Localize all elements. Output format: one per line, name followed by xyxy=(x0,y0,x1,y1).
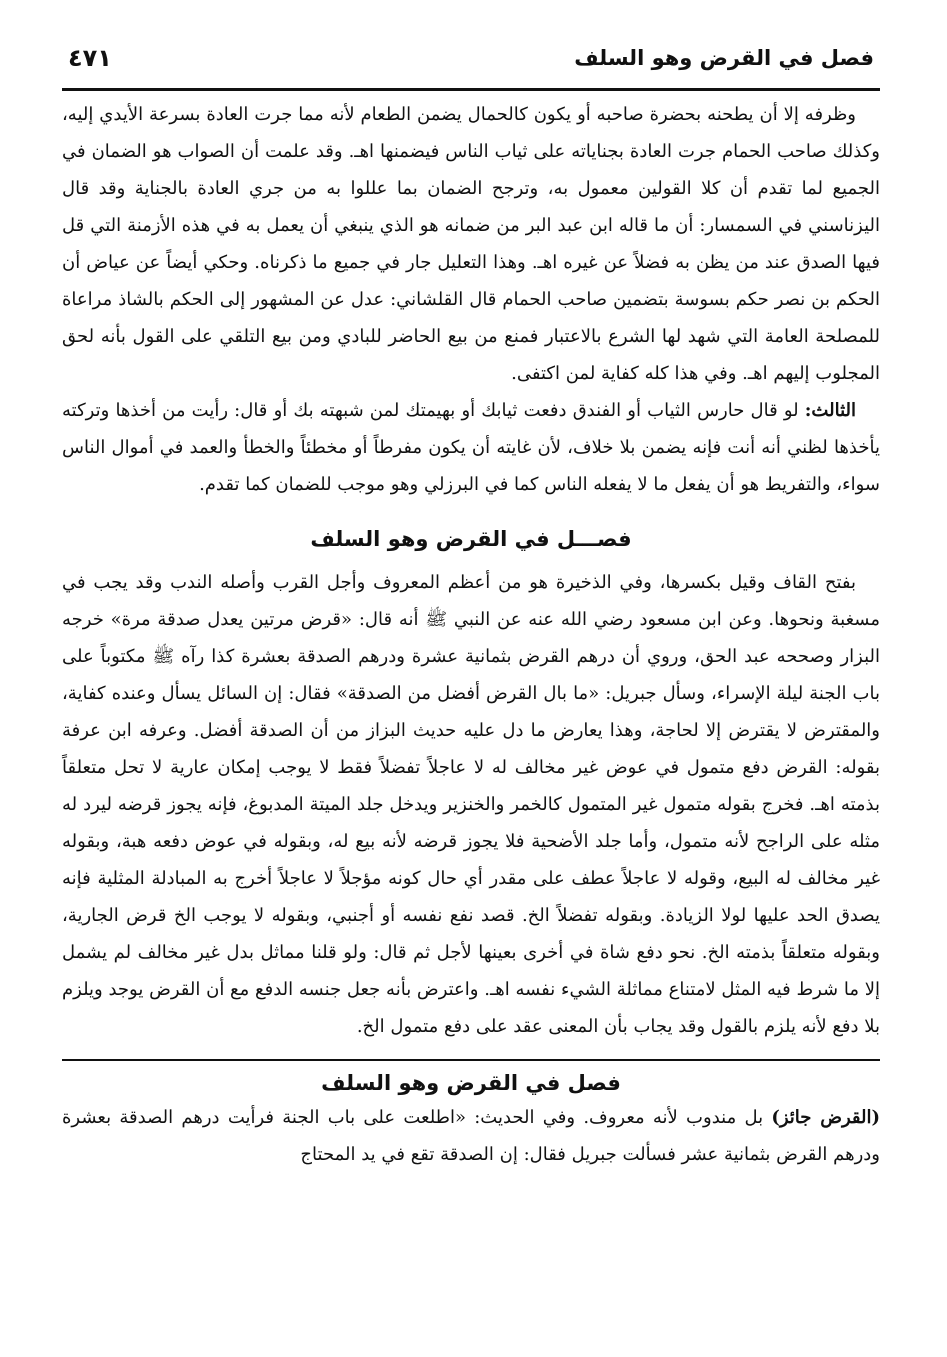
page-header xyxy=(62,36,880,86)
commentary-divider xyxy=(62,1059,880,1061)
book-page xyxy=(62,36,880,1326)
paragraph-third-point xyxy=(62,392,880,503)
paragraph-text: لو قال حارس الثياب أو الفندق دفعت ثيابك أو بهيمتك لمن شبهته بك أو قال: رأيت من أخذها وتركته يأخذها لظني أنه أنت فإنه يضمن بلا خلاف، لأن غايته أن يكون مفرطاً أو مخطئاً والخطأ والعمد في أموال الناس سواء، والتفريط هو أن يفعل ما لا يفعله الناس كما في البرزلي وهو موجب للضمان كما تقدم. xyxy=(62,400,880,495)
main-text xyxy=(62,86,880,1045)
paragraph-continuation: وظرفه إلا أن يطحنه بحضرة صاحبه أو يكون كالحمال يضمن الطعام لأنه مما جرت العادة بسرعة الأيدي إليه، وكذلك صاحب الحمام جرت العادة بجناياته على ثياب الناس فيضمنها اهـ. وقد علمت أن الصواب هو الضمان في الجميع لما تقدم أن كلا القولين معمول به، وترجح الضمان بما عللوا به من جري العادة بالجناية وقد قال اليزناسني في السمسار: أن ما قاله ابن عبد البر من ضمانه هو الذي ينبغي أن يعمل به في هذه الأزمنة التي قل فيها الصدق عند من يظن به فضلاً عن غيره اهـ. وهذا التعليل جار في جميع ما ذكرناه. وحكي أيضاً عن عياض أن الحكم بن نصر حكم بسوسة بتضمين صاحب الحمام قال القلشاني: عدل عن المشهور إلى الحكم بالشاذ مراعاة للمصلحة العامة التي شهد لها الشرع بالاعتبار فمنع من بيع الحاضر للبادي ومن بيع التلقي على القول بأنه لحق المجلوب إليهم اهـ. وفي هذا كله كفاية لمن اكتفى. xyxy=(62,104,880,384)
commentary-heading: فصل في القرض وهو السلف xyxy=(321,1071,621,1095)
commentary-lead: (القرض جائز) xyxy=(771,1107,881,1128)
running-title: فصل في القرض وهو السلف xyxy=(574,46,874,70)
commentary-section xyxy=(62,1071,880,1173)
section-heading: فصـــل في القرض وهو السلف xyxy=(310,527,632,551)
page-number: ٤٧١ xyxy=(68,44,112,72)
header-rule xyxy=(62,88,880,91)
paragraph-lead: الثالث: xyxy=(804,400,856,421)
commentary-body: بل مندوب لأنه معروف. وفي الحديث: «اطلعت على باب الجنة فرأيت درهم الصدقة بعشرة ودرهم القرض بثمانية عشر فسألت جبريل فقال: إن الصدقة تقع في يد المحتاج xyxy=(62,1107,880,1165)
paragraph-loan-definition: بفتح القاف وقيل بكسرها، وفي الذخيرة هو من أعظم المعروف وأجل القرب وأصله الندب وقد يجب في مسغبة ونحوها. وعن ابن مسعود رضي الله عنه عن النبي ﷺ أنه قال: «قرض مرتين يعدل صدقة مرة» خرجه البزار وصححه عبد الحق، وروي أن درهم القرض بثمانية عشرة ودرهم الصدقة بعشرة كذا رآه ﷺ مكتوباً على باب الجنة ليلة الإسراء، وسأل جبريل: «ما بال القرض أفضل من الصدقة» فقال: إن السائل يسأل وعنده كفاية، والمقترض لا يقترض إلا لحاجة، وهذا يعارض ما دل عليه حديث البزاز من أن الصدقة أفضل. وعرفه ابن عرفة بقوله: القرض دفع متمول في عوض غير مخالف له لا عاجلاً تفضلاً فقط لا يوجب إمكان عارية لا تحل متعلقاً بذمته اهـ. فخرج بقوله متمول غير المتمول كالخمر والخنزير ويدخل جلد الميتة المدبوغ، فإنه يجوز قرضه ليرد له مثله على الراجح لأنه متمول، وأما جلد الأضحية فلا يجوز قرضه لأنه بيع له، وبقوله في عوض دفعه هبة، وبقوله غير مخالف له البيع، وقوله لا عاجلاً عطف على مقدر أي حال كونه مؤجلاً لا عاجلاً أخرج به المبادلة المثلية فإنه يصدق الحد عليها لولا الزيادة. وبقوله تفضلاً الخ. قصد نفع نفسه أو أجنبي، وبقوله لا يوجب الخ قرض الجارية، وبقوله متعلقاً بذمته الخ. نحو دفع شاة في أخرى بعينها لأجل ثم قال: ولو قلنا مماثل بدل غير مخالف لم يشمل إلا ما شرط فيه المثل لامتناع مماثلة الشيء نفسه اهـ. واعترض بأنه جعل جنسه الدفع مع أن القرض يوجد ويلزم بلا دفع لأنه يلزم بالقول وقد يجاب بأن المعنى عقد على دفع متمول الخ. xyxy=(62,572,880,1037)
commentary-text xyxy=(62,1099,880,1173)
